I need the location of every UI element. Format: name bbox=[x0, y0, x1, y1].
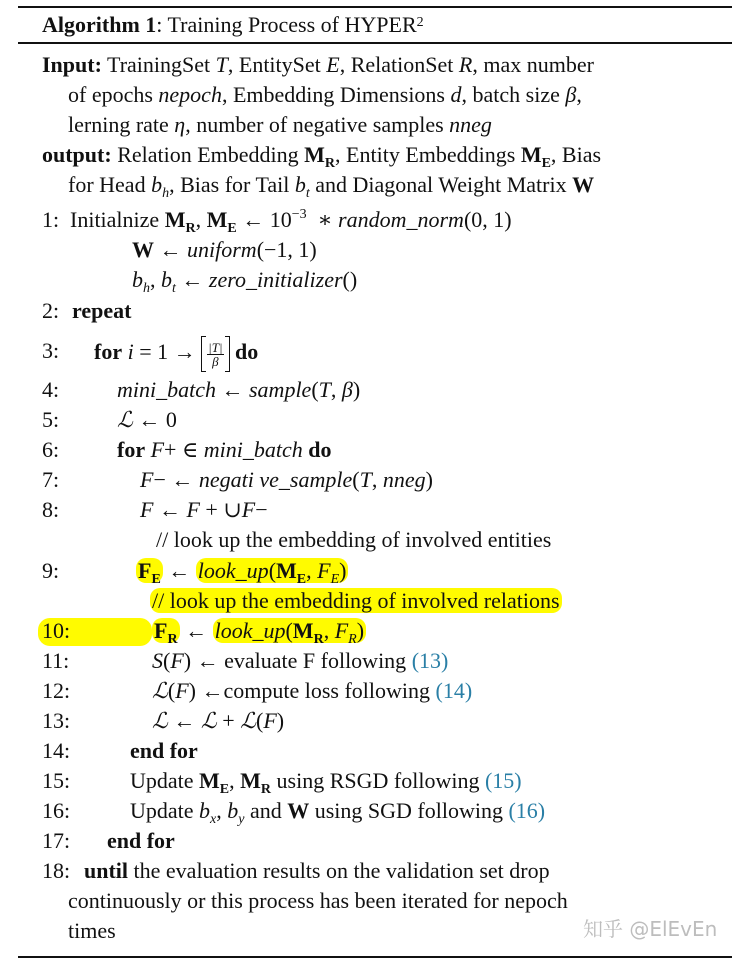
step-17-end-for: end for bbox=[107, 828, 175, 853]
step-15-update-rsgd: Update $M_E$, $M_R$ using RSGD following (15) bbox=[130, 768, 522, 797]
step-1-init-w: W ← uniform(−1, 1) bbox=[132, 237, 317, 262]
algorithm-title bbox=[42, 10, 424, 40]
step-14-end-for: end for bbox=[130, 738, 198, 763]
bottom-rule bbox=[18, 956, 732, 958]
output-text-1: Relation Embedding $M_R$, Entity Embeddings $M_E$, Bias bbox=[111, 142, 602, 171]
step-13-accumulate-loss: ℒ ← ℒ + ℒ(F) bbox=[152, 708, 285, 733]
step-2-repeat: repeat bbox=[72, 298, 132, 323]
algorithm-title-superscript: 2 bbox=[416, 15, 424, 30]
equation-ref-16[interactable]: (16) bbox=[508, 798, 546, 823]
ceil-bracket-left bbox=[201, 336, 206, 372]
output-line-2: for Head $b_h$, Bias for Tail $b_t$ and Diagonal Weight Matrix W bbox=[68, 172, 595, 201]
line-number-18: 18: bbox=[42, 858, 71, 883]
highlight-fe: $F_E$ bbox=[138, 558, 161, 587]
step-9-lookup-entities: $F_E$ ← $look\_up(M_E$, $F_E$) bbox=[138, 558, 347, 587]
highlight-fr: $F_R$ bbox=[154, 618, 178, 647]
step-12-compute-loss: ℒ(F) ←compute loss following (14) bbox=[152, 678, 473, 703]
equation-ref-13[interactable]: (13) bbox=[411, 648, 449, 673]
algorithm-title-text: : Training Process of HYPER bbox=[156, 12, 417, 37]
highlight-lookup-r: $look\_up(M_R$, $F_R$) bbox=[214, 618, 365, 647]
step-11-evaluate: S(F) ← evaluate F following (13) bbox=[152, 648, 449, 673]
highlight-comment-relations: // look up the embedding of involved relations bbox=[152, 588, 560, 613]
step-18-until-line-2: continuously or this process has been iterated for nepoch bbox=[68, 888, 568, 913]
step-5-init-loss: ℒ ← 0 bbox=[117, 407, 177, 432]
comment-entities: // look up the embedding of involved entities bbox=[156, 527, 552, 552]
line-number-16: 16: bbox=[42, 798, 71, 823]
comment-relations bbox=[150, 586, 562, 616]
step-8-union: F ← F + ∪F− bbox=[140, 497, 268, 522]
step-18-until-line-1: until the evaluation results on the validation set drop bbox=[84, 858, 550, 883]
highlight-lookup-e: $look\_up(M_E$, $F_E$) bbox=[197, 558, 347, 587]
equation-ref-14[interactable]: (14) bbox=[435, 678, 473, 703]
line-number-14: 14: bbox=[42, 738, 71, 763]
line-number-15: 15: bbox=[42, 768, 71, 793]
step-16-update-sgd: Update $b_x$, $b_y$ and W using SGD following (16) bbox=[130, 798, 546, 827]
line-number-1: 1: bbox=[42, 207, 60, 232]
step-3-for-loop: for i = 1 → $\frac{|T|}{\beta}$ do bbox=[94, 336, 258, 372]
line-number-8: 8: bbox=[42, 497, 60, 522]
input-text-1: TrainingSet T, EntitySet E, RelationSet R, max number bbox=[101, 52, 594, 77]
fraction-T-over-beta: $\frac{|T|}{\beta}$ bbox=[208, 339, 223, 369]
line-number-5: 5: bbox=[42, 407, 60, 432]
line-number-13: 13: bbox=[42, 708, 71, 733]
output-label: output: bbox=[42, 142, 112, 167]
ceil-bracket-right bbox=[225, 336, 230, 372]
step-18-until-line-3: times bbox=[68, 918, 116, 943]
line-number-3: 3: bbox=[42, 338, 60, 363]
step-10-lookup-relations: $F_R$ ← $look\_up(M_R$, $F_R$) bbox=[154, 618, 365, 647]
input-label: Input: bbox=[42, 52, 102, 77]
line-number-10: 10: bbox=[42, 618, 71, 643]
line-number-9: 9: bbox=[42, 558, 60, 583]
step-7-negative-sample: F− ← negati ve_sample(T, nneg) bbox=[140, 467, 433, 492]
line-number-17: 17: bbox=[42, 828, 71, 853]
line-number-4: 4: bbox=[42, 377, 60, 402]
line-number-6: 6: bbox=[42, 437, 60, 462]
zhihu-watermark: 知乎 @ElEvEn bbox=[583, 917, 718, 941]
line-number-11: 11: bbox=[42, 648, 70, 673]
step-1-init-bias: $b_h$, $b_t$ ← zero_initializer() bbox=[132, 267, 358, 296]
equation-ref-15[interactable]: (15) bbox=[484, 768, 522, 793]
input-line-1 bbox=[42, 50, 594, 80]
step-4-sample-batch: mini_batch ← sample(T, β) bbox=[117, 377, 361, 402]
algorithm-label: Algorithm 1 bbox=[42, 12, 157, 37]
input-line-3: lerning rate η, number of negative samples nneg bbox=[68, 112, 492, 137]
line-number-7: 7: bbox=[42, 467, 60, 492]
top-rule bbox=[18, 6, 732, 8]
title-rule bbox=[18, 42, 732, 44]
line-number-2: 2: bbox=[42, 298, 60, 323]
step-6-for-each: for F+ ∈ mini_batch do bbox=[117, 437, 332, 462]
output-line-1 bbox=[42, 140, 601, 174]
line-number-12: 12: bbox=[42, 678, 71, 703]
step-1-initialize: Initialnize $M_R$, $M_E$ ← $10^{-3}$ ∗ random_norm(0, 1) bbox=[70, 207, 512, 236]
input-line-2: of epochs nepoch, Embedding Dimensions d, batch size β, bbox=[68, 82, 582, 107]
